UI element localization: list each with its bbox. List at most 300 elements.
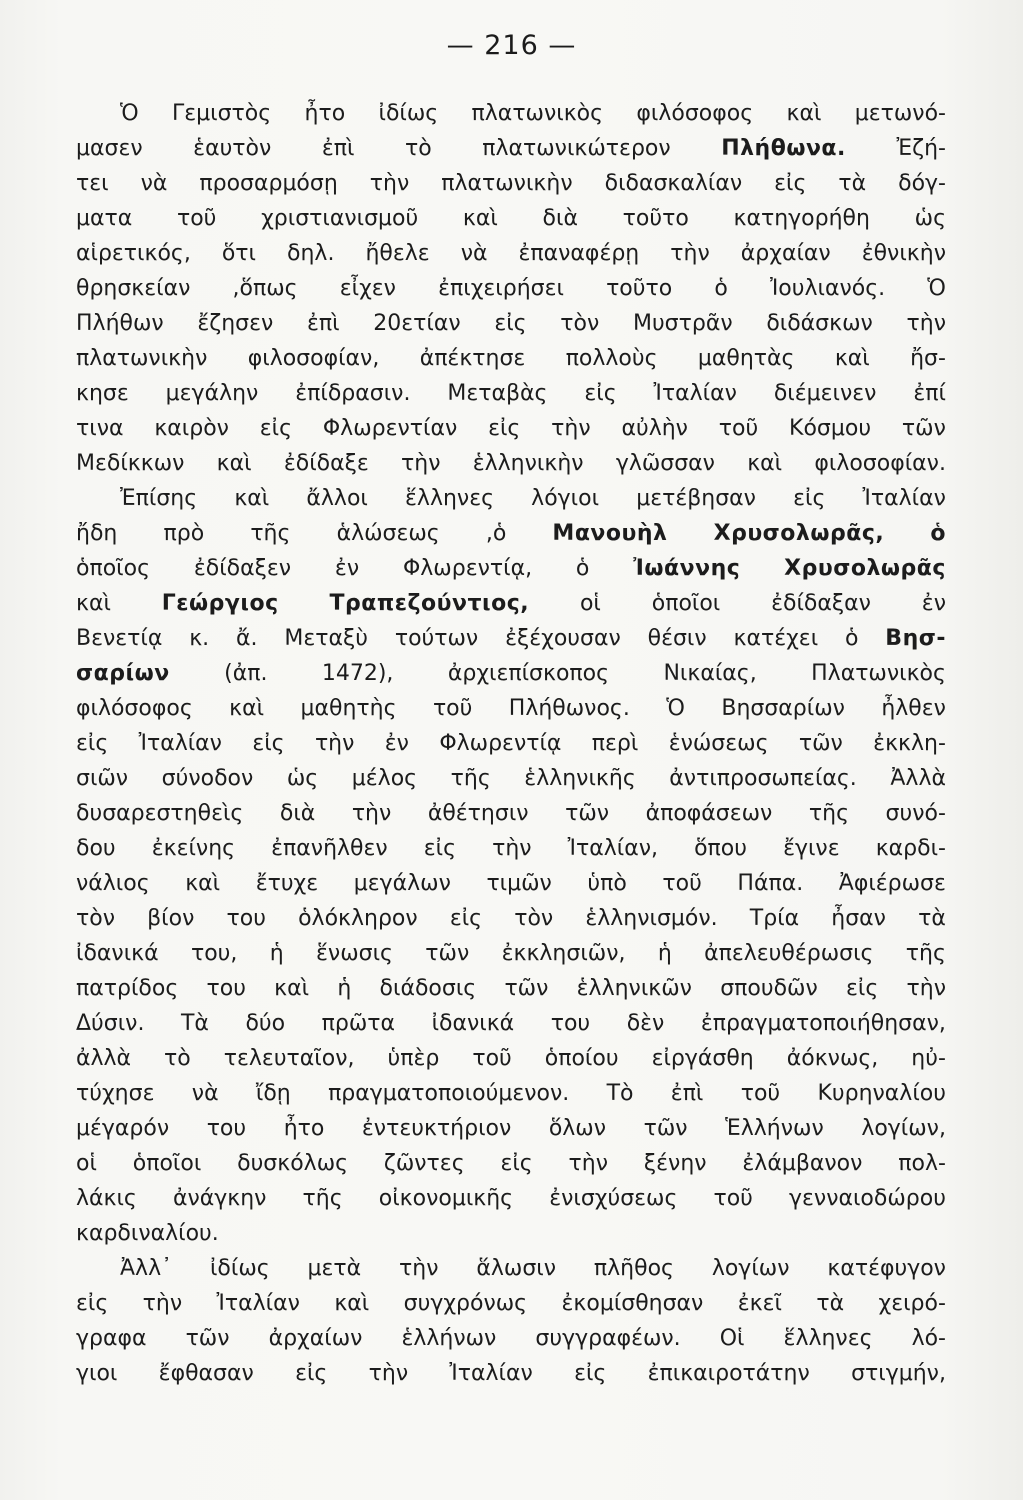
word: εἰς (574, 1361, 607, 1386)
word: ἅλωσιν (476, 1256, 557, 1281)
word: ὑπὲρ (387, 1046, 440, 1071)
word: του (206, 976, 246, 1001)
word: σιῶν (76, 766, 129, 791)
word: πλατωνικὸς (471, 101, 604, 126)
text-line (76, 901, 946, 936)
word: καρδι- (875, 836, 946, 861)
word: ὁ (714, 276, 728, 301)
word: τὴν (142, 1291, 183, 1316)
word: του, (190, 941, 238, 966)
word: καὶ (834, 346, 870, 371)
word: τούτων (394, 626, 479, 651)
word: τῆς (450, 766, 491, 791)
bold-name-word: σαρίων (76, 661, 170, 686)
word: τὴν (492, 836, 532, 861)
word: Νικαίας, (663, 661, 757, 686)
word: Μεδίκκων (76, 451, 185, 476)
word: ἔτυχε (255, 871, 319, 896)
word: εἰς (488, 416, 521, 441)
word: ἦλθεν (881, 696, 946, 721)
text-line (76, 411, 946, 446)
word: τοῦτο (622, 206, 689, 231)
word: ἕνωσις (316, 941, 393, 966)
text-line (76, 1251, 946, 1286)
word: ἀρχαίων (268, 1326, 363, 1351)
word: ἐκκλησιῶν, (501, 941, 626, 966)
word: καὶ (185, 871, 221, 896)
word: εἰς (774, 171, 807, 196)
word: εἰς (423, 836, 457, 861)
text-line (76, 1041, 946, 1076)
word: 1472), (321, 661, 394, 686)
word: Ἀφιέρωσε (838, 871, 946, 896)
word: δυσαρεστηθεὶς (76, 801, 244, 826)
word: συγγραφέων. (535, 1326, 681, 1351)
word: Πλατωνικὸς (811, 661, 946, 686)
text-line (76, 1146, 946, 1181)
word: καὶ (76, 591, 111, 616)
word: Κόσμου (789, 416, 872, 441)
word: καὶ (786, 101, 822, 126)
word: τινα (76, 416, 124, 441)
word: ὁποῖος (76, 556, 150, 581)
word: ,ὁ (485, 521, 507, 546)
word: νὰ (140, 171, 168, 196)
word: μετὰ (307, 1256, 362, 1281)
word: τοῦ (713, 1186, 753, 1211)
text-line (76, 1216, 946, 1251)
word: τῶν (425, 941, 470, 966)
word: καὶ (229, 696, 265, 721)
word: στιγμήν, (851, 1361, 946, 1386)
word: ἄ. (236, 626, 258, 651)
word: ἑλληνικῶν (576, 976, 692, 1001)
word: κατηγορήθη (733, 206, 870, 231)
word: πλατωνικὴν (76, 346, 208, 371)
text-line (76, 516, 946, 551)
bold-name-word: Χρυσολωρᾶς (784, 556, 946, 581)
word: ἀόκνως, (786, 1046, 879, 1071)
word: φιλόσοφος (636, 101, 754, 126)
word: ἐθνικὴν (861, 241, 946, 266)
word: ἰδανικά (76, 941, 159, 966)
word: εἰς (449, 906, 483, 931)
word: τὴν (369, 171, 410, 196)
word: μαθητὴς (300, 696, 397, 721)
word: Κυρηναλίου (817, 1081, 946, 1106)
text-line (76, 831, 946, 866)
word: ἀπελευθέρωσις (704, 941, 874, 966)
word: ,ὅπως (232, 276, 298, 301)
word: προσαρμόσῃ (199, 171, 338, 196)
word: νὰ (191, 1081, 219, 1106)
text-line (76, 656, 946, 691)
word: τοῦ (718, 416, 759, 441)
word: ἰδίως (378, 101, 439, 126)
word: εἰς (494, 311, 527, 336)
word: ἑνώσεως (668, 731, 769, 756)
word: τὸ (164, 1046, 191, 1071)
word: κησε (76, 381, 129, 406)
word: τὴν (906, 976, 946, 1001)
word: ἤθελε (365, 241, 430, 266)
word: δου (76, 836, 116, 861)
word: λογίων, (861, 1116, 946, 1141)
word: λάκις (76, 1186, 137, 1211)
word: ἐκκλη- (873, 731, 946, 756)
word: πρῶτα (321, 1011, 396, 1036)
page-number: — 216 — (446, 30, 577, 61)
word: ἐπὶ (307, 311, 340, 336)
word: ὁ (844, 626, 859, 651)
word: ὁποίου (544, 1046, 619, 1071)
word: ἐν (384, 731, 409, 756)
word: λό- (911, 1326, 946, 1351)
word: καρδιναλίου. (76, 1221, 219, 1246)
bold-name-word: ὁ (930, 521, 946, 546)
word: Γεμιστὸς (172, 101, 272, 126)
word: Οἱ (719, 1326, 745, 1351)
word: γενναιοδώρου (789, 1186, 946, 1211)
word: καιρὸν (154, 416, 229, 441)
word: διέμεινεν (773, 381, 877, 406)
word: φιλοσοφίαν, (247, 346, 380, 371)
word: εἰς (584, 381, 617, 406)
word: Μεταξὺ (284, 626, 368, 651)
text-line (76, 166, 946, 201)
word: ἐπιχειρήσει (438, 276, 564, 301)
word: τὴν (568, 1151, 609, 1176)
text-line (76, 866, 946, 901)
word: τὸν (514, 906, 554, 931)
word: κατέφυγον (827, 1256, 946, 1281)
word: δύο (245, 1011, 286, 1036)
word: Ἑλλήνων (725, 1116, 824, 1141)
word: σύνοδον (161, 766, 254, 791)
word: συνό- (885, 801, 946, 826)
word: ἐκεῖ (737, 1291, 782, 1316)
word: τὰ (838, 171, 867, 196)
word: ἡ (269, 941, 284, 966)
word: εἰς (252, 731, 285, 756)
text-line (76, 971, 946, 1006)
word: ἀλλὰ (76, 1046, 132, 1071)
text-line (76, 936, 946, 971)
word: τῆς (808, 801, 849, 826)
word: του (550, 1011, 591, 1036)
word: τιμῶν (486, 871, 552, 896)
text-line (76, 341, 946, 376)
word: ὁ (575, 556, 590, 581)
word: λογίων (711, 1256, 790, 1281)
word: δηλ. (287, 241, 335, 266)
word: πλατωνικὴν (441, 171, 573, 196)
word: Μεταβὰς (447, 381, 548, 406)
word: οἱ (579, 591, 601, 616)
text-line (76, 201, 946, 236)
bold-name-word: Χρυσολωρᾶς, (713, 521, 885, 546)
word: ἐπὶ (670, 1081, 704, 1106)
bold-name-word: Γεώργιος (161, 591, 279, 616)
word: μέγαρόν (76, 1116, 170, 1141)
word: ἤσ- (910, 346, 946, 371)
text-line (76, 1356, 946, 1391)
word: κατέχει (733, 626, 819, 651)
word: Φλωρεντίαν (322, 416, 458, 441)
word: τὴν (368, 1361, 409, 1386)
text-line (76, 691, 946, 726)
word: καὶ (234, 486, 270, 511)
word: δὲν (626, 1011, 665, 1036)
word: χειρό- (878, 1291, 946, 1316)
word: Ἰταλίαν (653, 381, 737, 406)
word: ἁλώσεως (336, 521, 440, 546)
word: φιλοσοφίαν. (814, 451, 946, 476)
word: φιλόσοφος (76, 696, 193, 721)
word: εἰς (76, 731, 109, 756)
text-line (76, 1111, 946, 1146)
word: Ἰταλίαν (216, 1291, 300, 1316)
word: τὸ (404, 136, 432, 161)
word: ἐντευκτήριον (361, 1116, 512, 1141)
word: τὸν (76, 906, 115, 931)
word: τει (76, 171, 109, 196)
word: Ὁ (666, 696, 685, 721)
bold-name-word: Μανουὴλ (552, 521, 668, 546)
word: ηὐ- (911, 1046, 946, 1071)
word: καὶ (462, 206, 498, 231)
word: ἐνισχύσεως (549, 1186, 678, 1211)
word: ἀρχιεπίσκοπος (447, 661, 610, 686)
word: ἐδίδαξεν (193, 556, 292, 581)
word: Ἰταλίαν, (567, 836, 659, 861)
text-line (76, 481, 946, 516)
word: τὴν (670, 241, 710, 266)
word: Πλήθωνος. (508, 696, 630, 721)
word: ὡς (286, 766, 319, 791)
text-line (76, 761, 946, 796)
word: ἔφθασαν (158, 1361, 254, 1386)
word: καὶ (747, 451, 783, 476)
word: εἰς (846, 976, 879, 1001)
word: ὁποῖοι (651, 591, 721, 616)
word: Τρία (749, 906, 800, 931)
word: τὴν (399, 1256, 439, 1281)
word: τοῦ (740, 1081, 781, 1106)
text-line (76, 1321, 946, 1356)
word: Φλωρεντίᾳ, (402, 556, 533, 581)
word: ἀποφάσεων (645, 801, 773, 826)
word: διάδοσις (379, 976, 477, 1001)
word: τοῦ (176, 206, 217, 231)
word: τῶν (901, 416, 946, 441)
word: καὶ (216, 451, 252, 476)
word: μετωνό- (854, 101, 946, 126)
word: τοῦτο (606, 276, 673, 301)
bold-name-word: Βησ- (885, 626, 946, 651)
word: καὶ (334, 1291, 370, 1316)
word: ἡ (337, 976, 352, 1001)
word: πρὸ (163, 521, 205, 546)
word: δόγ- (898, 171, 946, 196)
word: τελευταῖον, (223, 1046, 355, 1071)
word: ἕλληνες (405, 486, 494, 511)
word: Μυστρᾶν (632, 311, 733, 336)
word: Ἐπίσης (120, 486, 198, 511)
word: ἔζησεν (197, 311, 274, 336)
word: ὡς (914, 206, 946, 231)
word: ἐν (334, 556, 360, 581)
bold-name-word: Πλήθωνα. (721, 136, 846, 161)
word: τῶν (185, 1326, 230, 1351)
word: Ἰουλιανός. (769, 276, 886, 301)
word: ὅπου (694, 836, 747, 861)
text-line (76, 1286, 946, 1321)
word: αἱρετικός, (76, 241, 191, 266)
word: Τὰ (180, 1011, 209, 1036)
word: του (206, 1116, 247, 1141)
word: βίον (147, 906, 195, 931)
text-line (76, 621, 946, 656)
text-line (76, 131, 946, 166)
word: ὑπὸ (587, 871, 627, 896)
word: ἐπραγματοποιήθησαν, (700, 1011, 946, 1036)
word: ἐπικαιροτάτην (647, 1361, 810, 1386)
text-line (76, 236, 946, 271)
text-line (76, 96, 946, 131)
word: τῶν (565, 801, 610, 826)
word: μαθητὰς (697, 346, 795, 371)
word: τῶν (798, 731, 843, 756)
word: ἐξέχουσαν (505, 626, 621, 651)
word: τὴν (351, 801, 392, 826)
text-line (76, 586, 946, 621)
word: ἰδανικά (431, 1011, 515, 1036)
word: μεγάλην (165, 381, 259, 406)
word: ἴδῃ (255, 1081, 291, 1106)
word: γλῶσσαν (615, 451, 715, 476)
word: ἐκείνης (151, 836, 236, 861)
word: (ἀπ. (224, 661, 268, 686)
word: ὁποῖοι (132, 1151, 202, 1176)
word: Ἐζή- (896, 136, 946, 161)
word: ἐπίδρασιν. (295, 381, 411, 406)
word: τὴν (314, 731, 355, 756)
word: ἦτο (283, 1116, 325, 1141)
word: νὰ (460, 241, 488, 266)
word: τῆς (250, 521, 291, 546)
word: εἰς (259, 416, 293, 441)
word: πολ- (898, 1151, 946, 1176)
word: ἀνάγκην (172, 1186, 267, 1211)
word: Ἀλλ᾽ (120, 1256, 173, 1281)
word: 20ετίαν (373, 311, 461, 336)
word: ἐπανῆλθεν (271, 836, 388, 861)
body-text (76, 96, 946, 1391)
word: τύχησε (76, 1081, 155, 1106)
word: τοῦ (662, 871, 702, 896)
word: περὶ (591, 731, 639, 756)
word: ἑλλήνων (401, 1326, 497, 1351)
word: κ. (189, 626, 210, 651)
text-line (76, 1076, 946, 1111)
word: Φλωρεντίᾳ (439, 731, 562, 756)
word: τῶν (504, 976, 549, 1001)
word: ἑλληνικῆς (524, 766, 636, 791)
word: διδασκαλίαν (604, 171, 743, 196)
word: διδάσκων (766, 311, 873, 336)
word: ἐκομίσθησαν (561, 1291, 704, 1316)
text-line (76, 726, 946, 761)
text-line (76, 1181, 946, 1216)
word: μέλος (351, 766, 418, 791)
word: ὅλων (548, 1116, 607, 1141)
text-line (76, 306, 946, 341)
word: ἐπαναφέρῃ (518, 241, 640, 266)
word: ἐλάμβανον (742, 1151, 863, 1176)
word: τῆς (905, 941, 946, 966)
word: οἰκονομικῆς (378, 1186, 514, 1211)
word: εἰς (76, 1291, 109, 1316)
word: ἕλληνες (783, 1326, 873, 1351)
word: πολλοὺς (565, 346, 658, 371)
word: τὰ (918, 906, 946, 931)
word: Τὸ (606, 1081, 634, 1106)
word: ὅτι (221, 241, 256, 266)
word: Ἀλλὰ (890, 766, 946, 791)
word: ἐπὶ (321, 136, 355, 161)
word: Πάπα. (737, 871, 804, 896)
word: συγχρόνως (403, 1291, 528, 1316)
word: Ἰταλίαν (138, 731, 222, 756)
word: ἦτο (304, 101, 346, 126)
word: Βησσαρίων (721, 696, 845, 721)
word: ἦσαν (831, 906, 886, 931)
word: τῆς (302, 1186, 343, 1211)
word: του (226, 906, 266, 931)
word: ἔγινε (783, 836, 840, 861)
word: πραγματοποιούμενον. (328, 1081, 570, 1106)
word: τοῦ (432, 696, 473, 721)
text-line (76, 271, 946, 306)
word: ἑλληνικὴν (472, 451, 584, 476)
word: τὴν (906, 311, 946, 336)
word: πλατωνικώτερον (482, 136, 671, 161)
word: γραφα (76, 1326, 147, 1351)
word: τὴν (401, 451, 441, 476)
word: ἑλληνισμόν. (585, 906, 718, 931)
word: θρησκείαν (76, 276, 191, 301)
word: εἰς (500, 1151, 533, 1176)
word: ἡ (657, 941, 672, 966)
word: ὁλόκληρον (298, 906, 418, 931)
word: τὰ (816, 1291, 845, 1316)
text-line (76, 376, 946, 411)
word: πλῆθος (593, 1256, 674, 1281)
word: ἀρχαίαν (740, 241, 831, 266)
word: νάλιος (76, 871, 150, 896)
word: ἐδίδαξε (283, 451, 369, 476)
word: Ἰταλίαν (862, 486, 946, 511)
bold-name-word: Τραπεζούντιος, (329, 591, 530, 616)
word: ματα (76, 206, 133, 231)
word: καὶ (274, 976, 310, 1001)
text-line (76, 796, 946, 831)
word: εἰργάσθη (651, 1046, 754, 1071)
word: τὸν (560, 311, 600, 336)
word: Ὁ (120, 101, 139, 126)
word: ἐδίδαξαν (771, 591, 871, 616)
